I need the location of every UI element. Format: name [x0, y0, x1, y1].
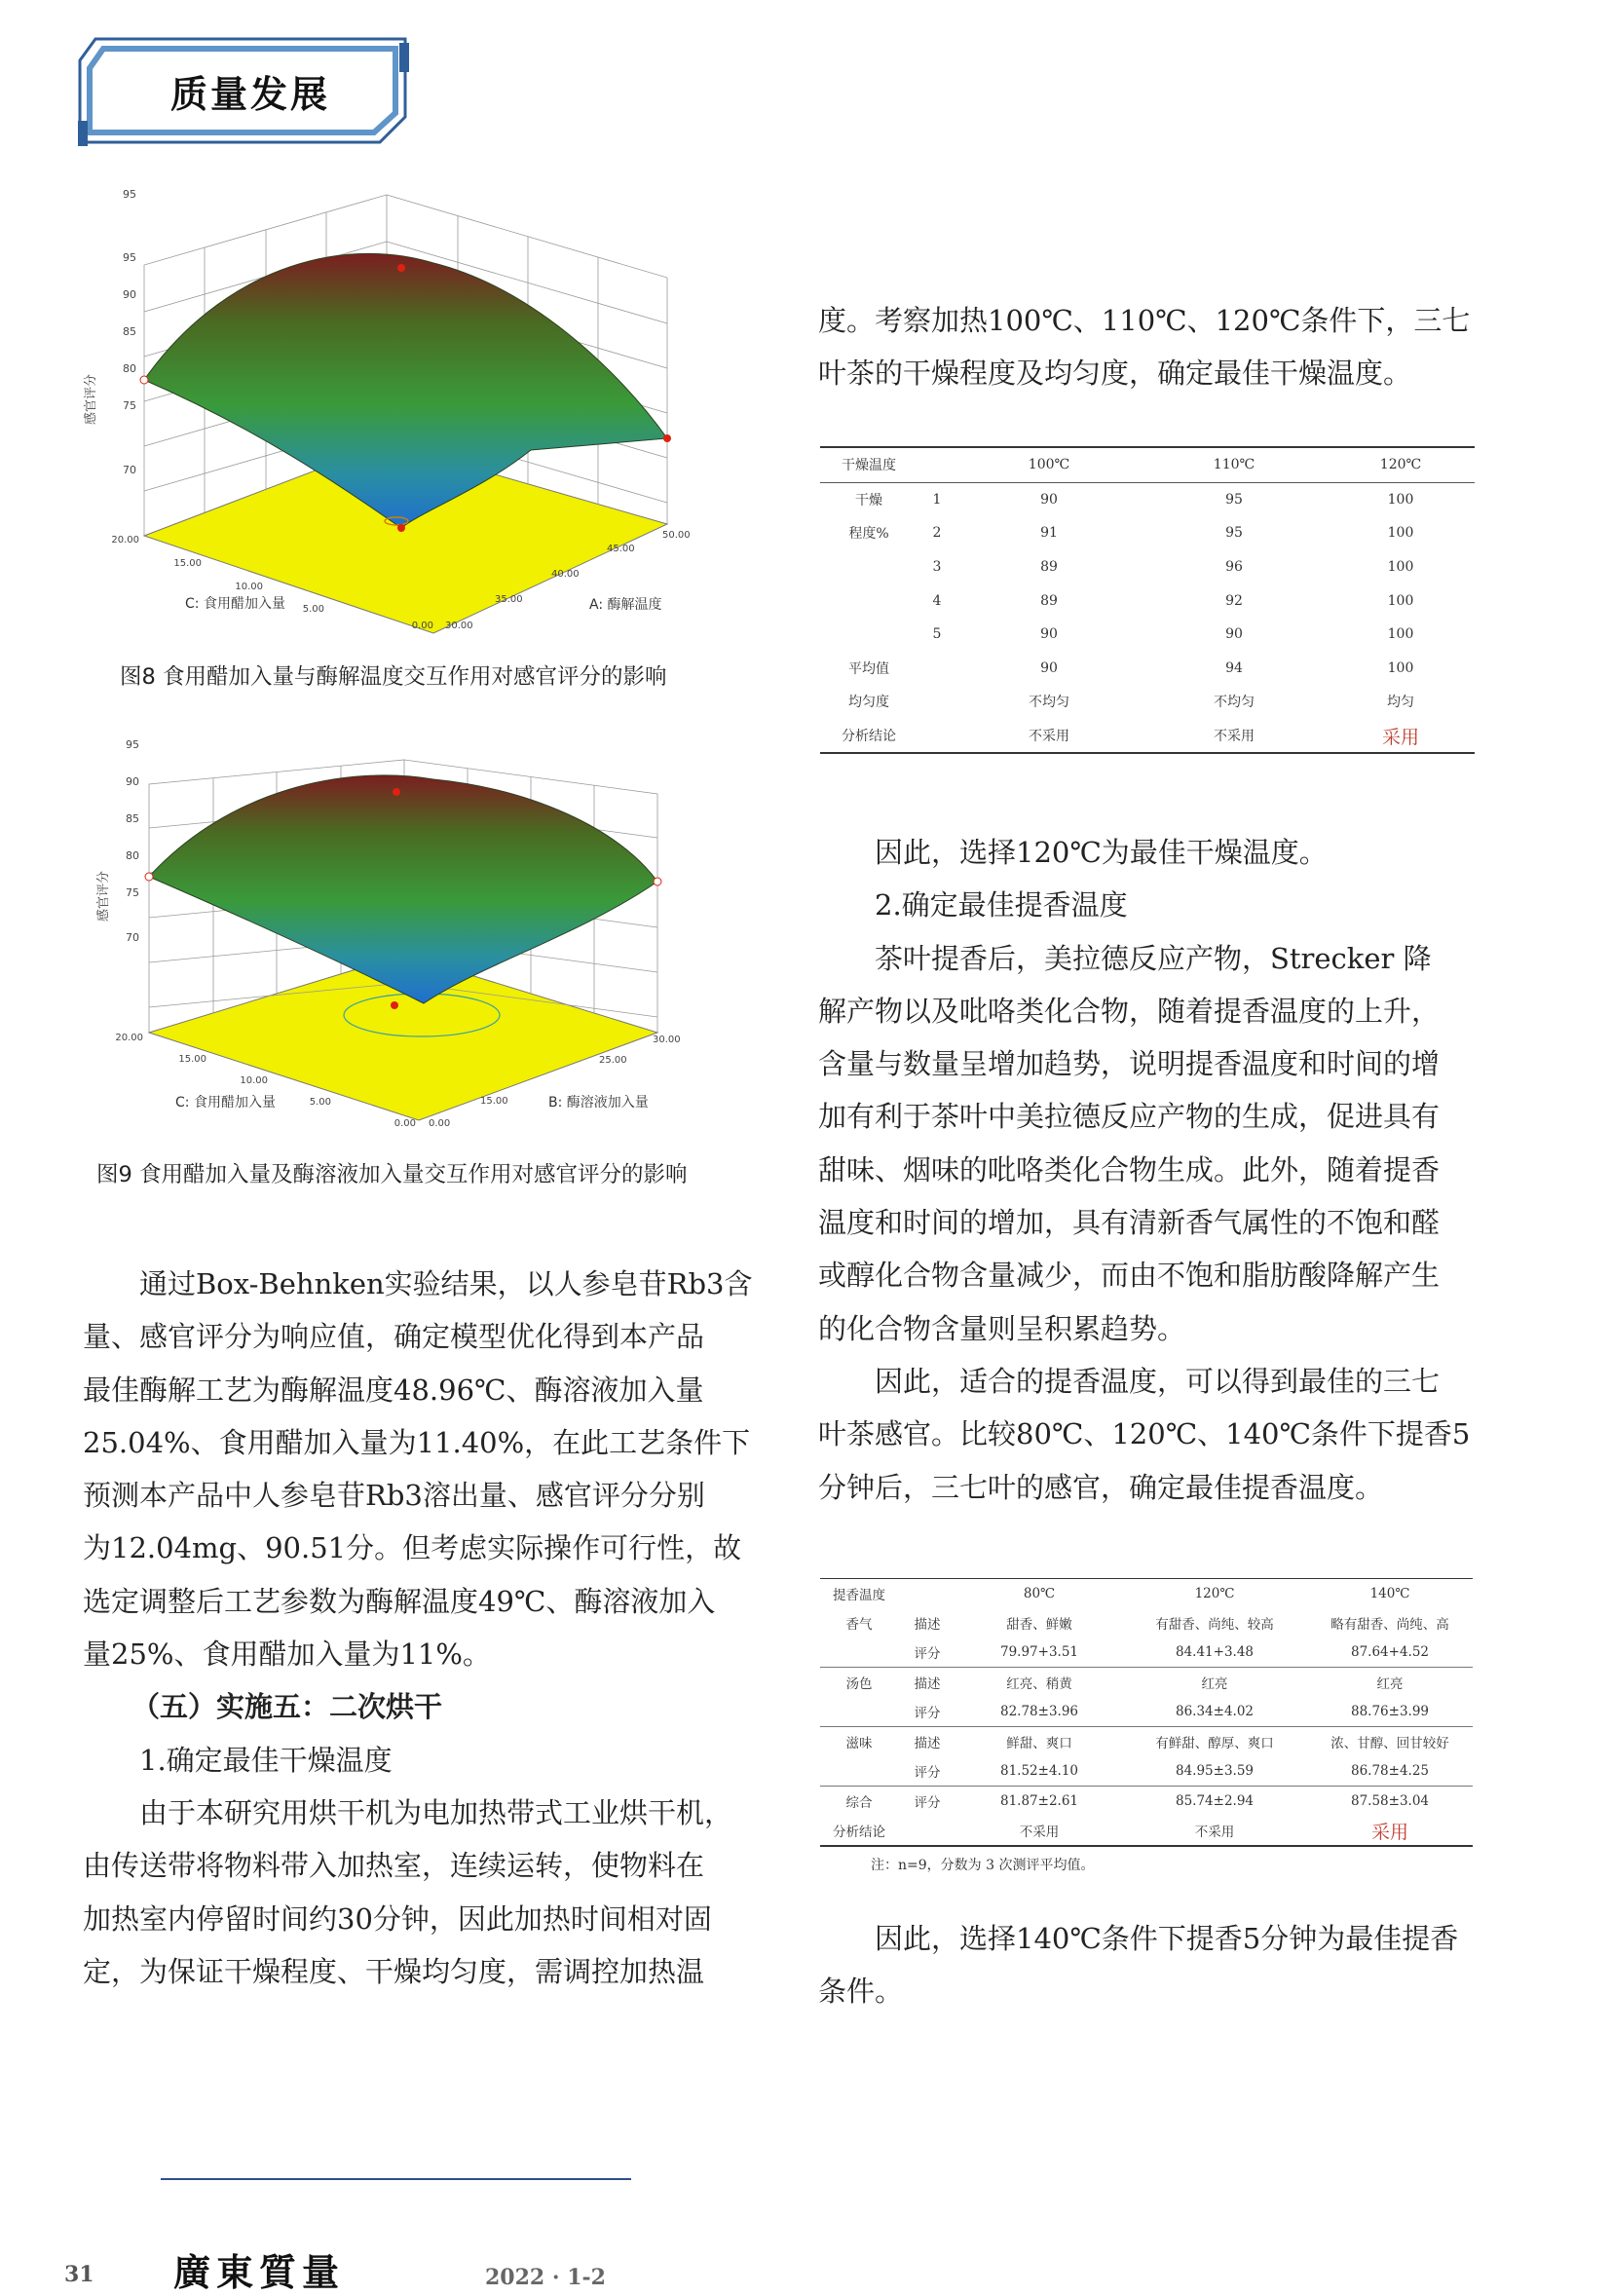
- table-row: [820, 652, 1475, 686]
- table-row: [820, 1637, 1473, 1668]
- table-cell: 干燥: [855, 492, 882, 508]
- table-row: [820, 618, 1475, 652]
- table-row: [820, 1756, 1473, 1787]
- text-line: 甜味、烟味的吡咯类化合物生成。此外，随着提香: [818, 1152, 1441, 1186]
- right-tick: 50.00: [662, 530, 691, 541]
- table-cell: 采用: [1381, 726, 1419, 748]
- right-tick: 35.00: [495, 594, 523, 605]
- table-cell: 95: [1225, 525, 1243, 542]
- table-row: [820, 1727, 1473, 1757]
- right-body-paragraph-3: [818, 1912, 1480, 2018]
- page-number: 31: [64, 2262, 94, 2287]
- drying-table: [820, 448, 1475, 752]
- table-cell: [918, 719, 956, 753]
- z-tick: 95: [123, 188, 136, 201]
- text-line: 最佳酶解工艺为酶解温度48.96℃、酶溶液加入量: [83, 1373, 704, 1407]
- magazine-logo: 廣東質量: [173, 2250, 346, 2294]
- table-cell: 鲜甜、爽口: [1006, 1736, 1072, 1751]
- left-tick: 15.00: [173, 558, 202, 569]
- table-cell: 均匀: [1387, 695, 1414, 711]
- text-line: 25.04%、食用醋加入量为11.40%，在此工艺条件下: [83, 1425, 751, 1459]
- table-row: [820, 1787, 1473, 1817]
- table-cell: 96: [1225, 559, 1243, 576]
- table-cell: 评分: [914, 1795, 941, 1811]
- table-cell: 滋味: [845, 1736, 873, 1751]
- table-cell: 94: [1225, 659, 1243, 676]
- z-axis-label: 感官评分: [84, 373, 98, 426]
- left-tick: 10.00: [235, 582, 263, 592]
- response-surface: [149, 775, 657, 1003]
- table-cell: 81.87±2.61: [999, 1793, 1079, 1809]
- header-cell: [918, 448, 956, 482]
- table-cell: 不采用: [1029, 729, 1069, 745]
- z-tick: 95: [123, 251, 136, 264]
- z-tick: 75: [123, 399, 136, 412]
- text-line: 选定调整后工艺参数为酶解温度49℃、酶溶液加入: [83, 1584, 716, 1618]
- right-tick: 40.00: [551, 569, 580, 580]
- table-row: [820, 719, 1475, 753]
- right-tick: 30.00: [653, 1035, 681, 1045]
- z-tick: 90: [123, 288, 136, 301]
- table-cell: [898, 1816, 956, 1845]
- table-cell: 90: [1040, 659, 1058, 676]
- left-body-paragraph-1: [83, 1258, 753, 1998]
- header-cell: [898, 1579, 956, 1608]
- table-cell: 1: [932, 491, 942, 508]
- table-cell: 分析结论: [833, 1825, 885, 1840]
- text-line: 或醇化合物含量减少，而由不饱和脂肪酸降解产生: [818, 1259, 1441, 1293]
- header-cell: 提香温度: [833, 1588, 885, 1603]
- table-cell: 评分: [914, 1765, 941, 1781]
- table-cell: 略有甜香、尚纯、高: [1330, 1617, 1449, 1633]
- table-cell: 分析结论: [842, 729, 896, 745]
- aroma-table: [820, 1579, 1473, 1845]
- table-cell: 88.76±3.99: [1350, 1704, 1430, 1719]
- table-cell: 描述: [914, 1676, 941, 1692]
- table-header-row: [820, 1579, 1473, 1608]
- right-body-paragraph-2: [818, 826, 1480, 1514]
- table-cell: 86.34±4.02: [1175, 1704, 1255, 1719]
- subsection-heading: 1.确定最佳干燥温度: [139, 1743, 393, 1777]
- table-cell: [820, 550, 918, 584]
- left-tick: 0.00: [411, 621, 433, 631]
- figure-8-svg: [84, 188, 701, 643]
- left-axis-label: C: 食用醋加入量: [185, 596, 285, 612]
- table-row: [820, 482, 1475, 516]
- header-cell: 120℃: [1327, 448, 1475, 482]
- table-cell: 100: [1387, 626, 1414, 643]
- table-cell: 程度%: [848, 526, 889, 543]
- text-line: 通过Box-Behnken实验结果，以人参皂苷Rb3含: [139, 1267, 753, 1300]
- figure-9-surface-plot: [96, 738, 701, 1130]
- section-header-tag: [74, 33, 415, 148]
- table-cell: 100: [1387, 592, 1414, 609]
- figure-8-surface-plot: [84, 188, 701, 643]
- left-tick: 0.00: [393, 1118, 416, 1129]
- table-row: [820, 550, 1475, 584]
- table-cell: 5: [932, 626, 942, 643]
- figure-9-svg: [96, 738, 701, 1130]
- z-tick: 70: [123, 464, 136, 476]
- table-aroma-temperature: [820, 1578, 1473, 1874]
- table-cell: 描述: [914, 1736, 941, 1751]
- left-tick: 15.00: [178, 1054, 206, 1065]
- table-row: [820, 1697, 1473, 1727]
- text-line: 量25%、食用醋加入量为11%。: [83, 1637, 491, 1672]
- header-cell: 80℃: [1023, 1586, 1056, 1601]
- left-tick: 5.00: [309, 1097, 331, 1108]
- section-title: 质量发展: [169, 72, 330, 116]
- right-tick: 30.00: [445, 621, 473, 631]
- right-axis-label: A: 酶解温度: [589, 597, 662, 613]
- table-cell: 100: [1387, 659, 1414, 676]
- table-cell: 有甜香、尚纯、较高: [1155, 1617, 1274, 1633]
- table-cell: 90: [1040, 491, 1058, 508]
- table-cell: 平均值: [848, 660, 889, 677]
- text-line: 分钟后，三七叶的感官，确定最佳提香温度。: [818, 1470, 1384, 1504]
- table-cell: [918, 652, 956, 686]
- z-tick: 70: [126, 931, 139, 944]
- table-cell: 84.41+3.48: [1175, 1644, 1255, 1660]
- header-cell: 干燥温度: [820, 448, 918, 482]
- text-line: 温度和时间的增加，具有清新香气属性的不饱和醛: [818, 1206, 1441, 1240]
- table-cell: 甜香、鲜嫩: [1006, 1617, 1072, 1633]
- text-line: 解产物以及吡咯类化合物，随着提香温度的上升，: [818, 994, 1441, 1028]
- text-line: 因此，适合的提香温度，可以得到最佳的三七: [875, 1364, 1441, 1398]
- text-line: 度。考察加热100℃、110℃、120℃条件下，三七: [818, 304, 1471, 337]
- table-cell: 90: [1040, 626, 1058, 643]
- table-cell: 不均匀: [1029, 695, 1069, 711]
- right-tick: 45.00: [607, 544, 635, 554]
- text-line: 由传送带将物料带入加热室，连续运转，使物料在: [83, 1849, 705, 1883]
- table-cell: [820, 1756, 898, 1787]
- table-cell: 综合: [845, 1795, 873, 1811]
- text-line: 条件。: [818, 1975, 904, 2009]
- table-cell: 3: [932, 559, 942, 576]
- table-cell: [820, 583, 918, 618]
- right-body-paragraph-1: [818, 294, 1480, 400]
- table-cell: 浓、甘醇、回甘较好: [1330, 1736, 1449, 1751]
- text-line: 定，为保证干燥程度、干燥均匀度，需调控加热温: [83, 1954, 705, 1988]
- table-cell: 红亮: [1201, 1676, 1228, 1692]
- table-cell: 100: [1387, 559, 1414, 576]
- right-axis-label: B: 酶溶液加入量: [548, 1095, 649, 1110]
- z-tick: 80: [123, 362, 136, 375]
- table-cell: 87.64+4.52: [1350, 1644, 1430, 1660]
- table-cell: 4: [932, 592, 942, 609]
- text-line: 的化合物含量则呈积累趋势。: [818, 1311, 1186, 1345]
- z-tick: 95: [126, 738, 139, 751]
- table-cell: 香气: [845, 1617, 873, 1633]
- header-cell: 140℃: [1369, 1586, 1410, 1601]
- text-line: 因此，选择140℃条件下提香5分钟为最佳提香: [875, 1922, 1459, 1955]
- table-cell: 均匀度: [848, 695, 889, 711]
- left-tick: 20.00: [115, 1033, 143, 1043]
- text-line: 含量与数量呈增加趋势，说明提香温度和时间的增: [818, 1047, 1441, 1081]
- table-cell: 87.58±3.04: [1350, 1793, 1430, 1809]
- table-cell: [820, 1637, 898, 1668]
- table-cell: 91: [1040, 525, 1058, 542]
- table-cell: 不均匀: [1214, 695, 1255, 711]
- response-surface: [144, 253, 667, 528]
- table-cell: 描述: [914, 1617, 941, 1633]
- text-line: 为12.04mg、90.51分。但考虑实际操作可行性，故: [83, 1531, 742, 1565]
- footer-rule: [161, 2178, 631, 2180]
- table-cell: 评分: [914, 1706, 941, 1721]
- table-cell: [820, 618, 918, 652]
- table-row: [820, 1608, 1473, 1637]
- figure-9-caption: 图9 食用醋加入量及酶溶液加入量交互作用对感官评分的影响: [96, 1162, 688, 1187]
- table-cell: 92: [1225, 592, 1243, 609]
- table-cell: 89: [1040, 559, 1058, 576]
- table-cell: [820, 1697, 898, 1727]
- section-heading-5: （五）实施五：二次烘干: [131, 1690, 443, 1724]
- table-header-row: [820, 448, 1475, 482]
- z-tick: 80: [126, 849, 139, 862]
- table-cell: 不采用: [1214, 729, 1255, 745]
- right-tick: 15.00: [480, 1096, 508, 1107]
- text-line: 叶茶的干燥程度及均匀度，确定最佳干燥温度。: [818, 357, 1412, 391]
- text-line: 加热室内停留时间约30分钟，因此加热时间相对固: [83, 1901, 712, 1936]
- z-tick: 75: [126, 886, 139, 899]
- table-cell: 红亮: [1376, 1676, 1404, 1692]
- table-cell: 100: [1387, 491, 1414, 508]
- table-row: [820, 1816, 1473, 1845]
- text-line: 加有利于茶叶中美拉德反应产物的生成，促进具有: [818, 1100, 1441, 1134]
- right-tick: 0.00: [429, 1118, 451, 1129]
- table-cell: 81.52±4.10: [999, 1763, 1079, 1779]
- header-cell: 100℃: [956, 448, 1142, 482]
- table-cell: 82.78±3.96: [999, 1704, 1079, 1719]
- right-tick: 25.00: [599, 1055, 627, 1066]
- table-cell: 红亮、稍黄: [1006, 1676, 1072, 1692]
- table-note: 注：n=9，分数为 3 次测评平均值。: [871, 1858, 1095, 1873]
- table-cell: 有鲜甜、醇厚、爽口: [1155, 1736, 1274, 1751]
- text-line: 因此，选择120℃为最佳干燥温度。: [875, 836, 1328, 869]
- table-drying-temperature: [820, 446, 1475, 754]
- z-tick: 85: [126, 812, 139, 825]
- table-cell: 86.78±4.25: [1350, 1763, 1430, 1779]
- left-axis-label: C: 食用醋加入量: [175, 1095, 276, 1110]
- table-cell: 89: [1040, 592, 1058, 609]
- left-tick: 20.00: [111, 535, 139, 546]
- text-line: 茶叶提香后，美拉德反应产物，Strecker 降: [875, 941, 1432, 975]
- left-tick: 5.00: [302, 604, 324, 615]
- issue-number: 2022 · 1-2: [485, 2265, 606, 2290]
- text-line: 量、感官评分为响应值，确定模型优化得到本产品: [83, 1320, 705, 1354]
- table-cell: 84.95±3.59: [1175, 1763, 1255, 1779]
- table-row: [820, 685, 1475, 719]
- subsection-heading: 2.确定最佳提香温度: [875, 888, 1128, 922]
- z-tick: 85: [123, 325, 136, 338]
- header-cell: 110℃: [1142, 448, 1327, 482]
- table-row: [820, 583, 1475, 618]
- z-tick: 90: [126, 775, 139, 788]
- table-cell: 采用: [1370, 1821, 1408, 1843]
- table-cell: 评分: [914, 1646, 941, 1662]
- figure-8-caption: 图8 食用醋加入量与酶解温度交互作用对感官评分的影响: [120, 664, 667, 690]
- table-cell: [918, 685, 956, 719]
- table-cell: 100: [1387, 525, 1414, 542]
- table-cell: 汤色: [845, 1676, 873, 1692]
- left-tick: 10.00: [240, 1075, 268, 1086]
- text-line: 预测本产品中人参皂苷Rb3溶出量、感官评分分别: [83, 1479, 705, 1513]
- table-cell: 不采用: [1019, 1825, 1060, 1840]
- table-cell: 2: [932, 525, 942, 542]
- z-axis-label: 感官评分: [96, 870, 111, 922]
- text-line: 叶茶感官。比较80℃、120℃、140℃条件下提香5: [818, 1417, 1471, 1451]
- header-cell: 120℃: [1194, 1586, 1235, 1601]
- table-cell: 95: [1225, 491, 1243, 508]
- table-row: [820, 516, 1475, 550]
- table-cell: 85.74±2.94: [1175, 1793, 1255, 1809]
- table-cell: 不采用: [1194, 1825, 1235, 1840]
- table-cell: 79.97+3.51: [999, 1644, 1079, 1660]
- text-line: 由于本研究用烘干机为电加热带式工业烘干机，: [139, 1795, 733, 1829]
- table-cell: 90: [1225, 626, 1243, 643]
- table-row: [820, 1668, 1473, 1698]
